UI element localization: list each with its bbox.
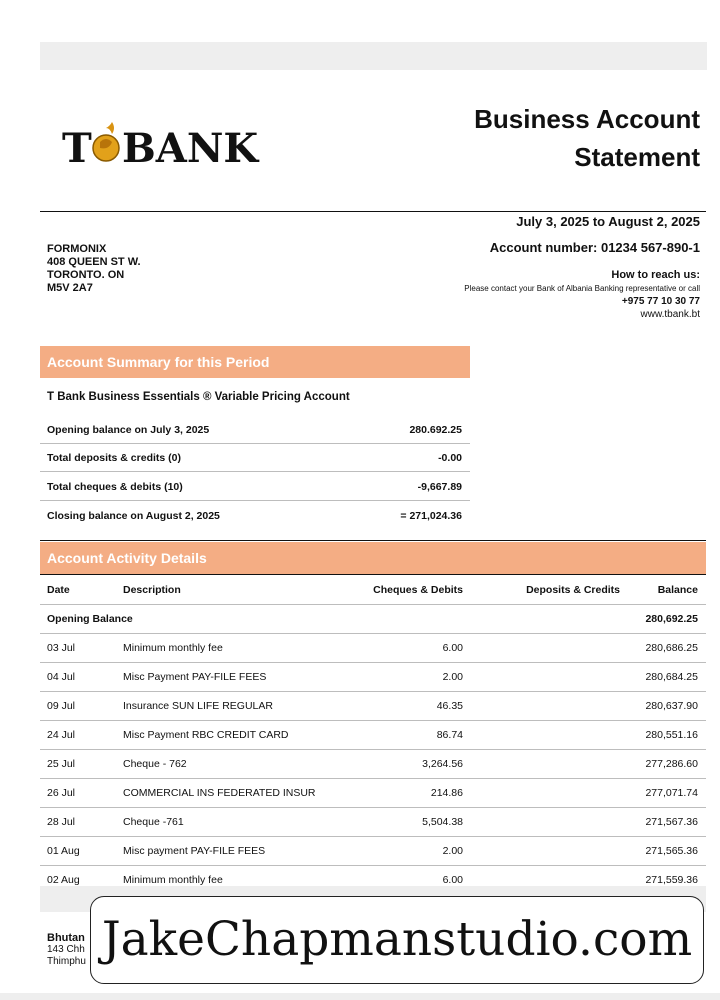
row-debit: 5,504.38 (316, 808, 471, 837)
top-bar (40, 42, 707, 70)
row-date: 25 Jul (40, 750, 116, 779)
row-date: 04 Jul (40, 663, 116, 692)
footer-name: Bhutan (47, 932, 85, 944)
row-balance: 280,637.90 (628, 692, 706, 721)
row-balance: 280,686.25 (628, 634, 706, 663)
opening-label: Opening Balance (40, 605, 316, 634)
row-debit: 2.00 (316, 837, 471, 866)
opening-debit (316, 605, 471, 634)
row-debit: 6.00 (442, 874, 463, 886)
table-row (40, 692, 706, 721)
row-balance: 280,551.16 (628, 721, 706, 750)
col-balance: Balance (628, 575, 706, 605)
summary-label: Opening balance on July 3, 2025 (47, 424, 210, 436)
table-row (40, 837, 706, 866)
row-credit (471, 808, 628, 837)
col-description: Description (116, 575, 316, 605)
title-line-2: Statement (574, 142, 700, 172)
contact-heading: How to reach us: (611, 269, 700, 281)
row-balance: 271,565.36 (628, 837, 706, 866)
activity-heading: Account Activity Details (40, 542, 706, 574)
table-row (40, 750, 706, 779)
table-row (40, 634, 706, 663)
address-line-street: 408 QUEEN ST W. (47, 256, 141, 268)
table-row (40, 663, 706, 692)
row-date: 02 Aug (47, 874, 80, 886)
col-debits: Cheques & Debits (316, 575, 471, 605)
row-balance: 271,559.36 (645, 874, 698, 886)
row-balance: 277,286.60 (628, 750, 706, 779)
col-date: Date (40, 575, 116, 605)
bottom-strip (0, 993, 720, 1000)
row-balance: 280,684.25 (628, 663, 706, 692)
activity-divider (40, 540, 706, 541)
opening-balance-row (40, 605, 706, 634)
tbank-logo (62, 118, 259, 173)
row-date: 01 Aug (40, 837, 116, 866)
customer-name: FORMONIX (47, 243, 107, 255)
address-line-city: TORONTO. ON (47, 269, 125, 281)
document-title (474, 100, 700, 176)
summary-row (40, 444, 470, 472)
row-balance: 277,071.74 (628, 779, 706, 808)
opening-credit (471, 605, 628, 634)
contact-info (464, 269, 700, 321)
summary-heading: Account Summary for this Period (40, 346, 470, 378)
row-credit (471, 837, 628, 866)
opening-balance: 280,692.25 (628, 605, 706, 634)
row-balance: 271,567.36 (628, 808, 706, 837)
row-credit (471, 750, 628, 779)
row-date: 24 Jul (40, 721, 116, 750)
summary-label: Total deposits & credits (0) (47, 452, 181, 464)
row-date: 09 Jul (40, 692, 116, 721)
title-line-1: Business Account (474, 104, 700, 134)
row-debit: 2.00 (316, 663, 471, 692)
footer-address (47, 932, 86, 968)
row-description: Minimum monthly fee (116, 634, 316, 663)
table-row (40, 779, 706, 808)
row-description: Misc Payment PAY-FILE FEES (116, 663, 316, 692)
svg-text:T: T (62, 125, 92, 172)
table-row (40, 808, 706, 837)
contact-note: Please contact your Bank of Albania Banking representative or call (464, 284, 700, 293)
row-description: Minimum monthly fee (123, 874, 223, 886)
customer-address (47, 243, 141, 295)
summary-row (40, 416, 470, 444)
watermark-banner: JakeChapmanstudio.com (90, 896, 704, 984)
row-date: 03 Jul (40, 634, 116, 663)
row-description: Cheque -761 (116, 808, 316, 837)
contact-phone: +975 77 10 30 77 (621, 296, 700, 307)
row-date: 26 Jul (40, 779, 116, 808)
summary-label: Closing balance on August 2, 2025 (47, 510, 220, 522)
row-credit (471, 663, 628, 692)
row-debit: 214.86 (316, 779, 471, 808)
row-credit (471, 779, 628, 808)
row-credit (471, 692, 628, 721)
summary-value: 280.692.25 (409, 424, 462, 436)
address-line-postal: M5V 2A7 (47, 282, 93, 294)
table-row (40, 721, 706, 750)
col-credits: Deposits & Credits (471, 575, 628, 605)
summary-value: -9,667.89 (417, 481, 462, 493)
row-description: Misc payment PAY-FILE FEES (116, 837, 316, 866)
footer-line-2: 143 Chh (47, 944, 85, 955)
row-description: COMMERCIAL INS FEDERATED INSUR (116, 779, 316, 808)
svg-text:BANK: BANK (122, 125, 259, 172)
summary-value: -0.00 (438, 452, 462, 464)
product-name: T Bank Business Essentials ® Variable Pricing Account (47, 391, 350, 403)
summary-row (40, 472, 470, 501)
row-debit: 86.74 (316, 721, 471, 750)
statement-period: July 3, 2025 to August 2, 2025 (516, 214, 700, 229)
row-credit (471, 634, 628, 663)
summary-row (40, 501, 470, 529)
footer-line-3: Thimphu (47, 956, 86, 967)
row-description: Misc Payment RBC CREDIT CARD (116, 721, 316, 750)
row-date: 28 Jul (40, 808, 116, 837)
row-debit: 3,264.56 (316, 750, 471, 779)
activity-table (40, 574, 706, 894)
row-debit: 6.00 (316, 634, 471, 663)
header-divider (40, 211, 706, 212)
row-description: Cheque - 762 (116, 750, 316, 779)
row-description: Insurance SUN LIFE REGULAR (116, 692, 316, 721)
summary-value: = 271,024.36 (400, 510, 462, 522)
contact-website: www.tbank.bt (640, 309, 700, 320)
account-number: Account number: 01234 567-890-1 (489, 240, 700, 255)
summary-label: Total cheques & debits (10) (47, 481, 183, 493)
row-credit (471, 721, 628, 750)
row-debit: 46.35 (316, 692, 471, 721)
table-header-row (40, 575, 706, 605)
